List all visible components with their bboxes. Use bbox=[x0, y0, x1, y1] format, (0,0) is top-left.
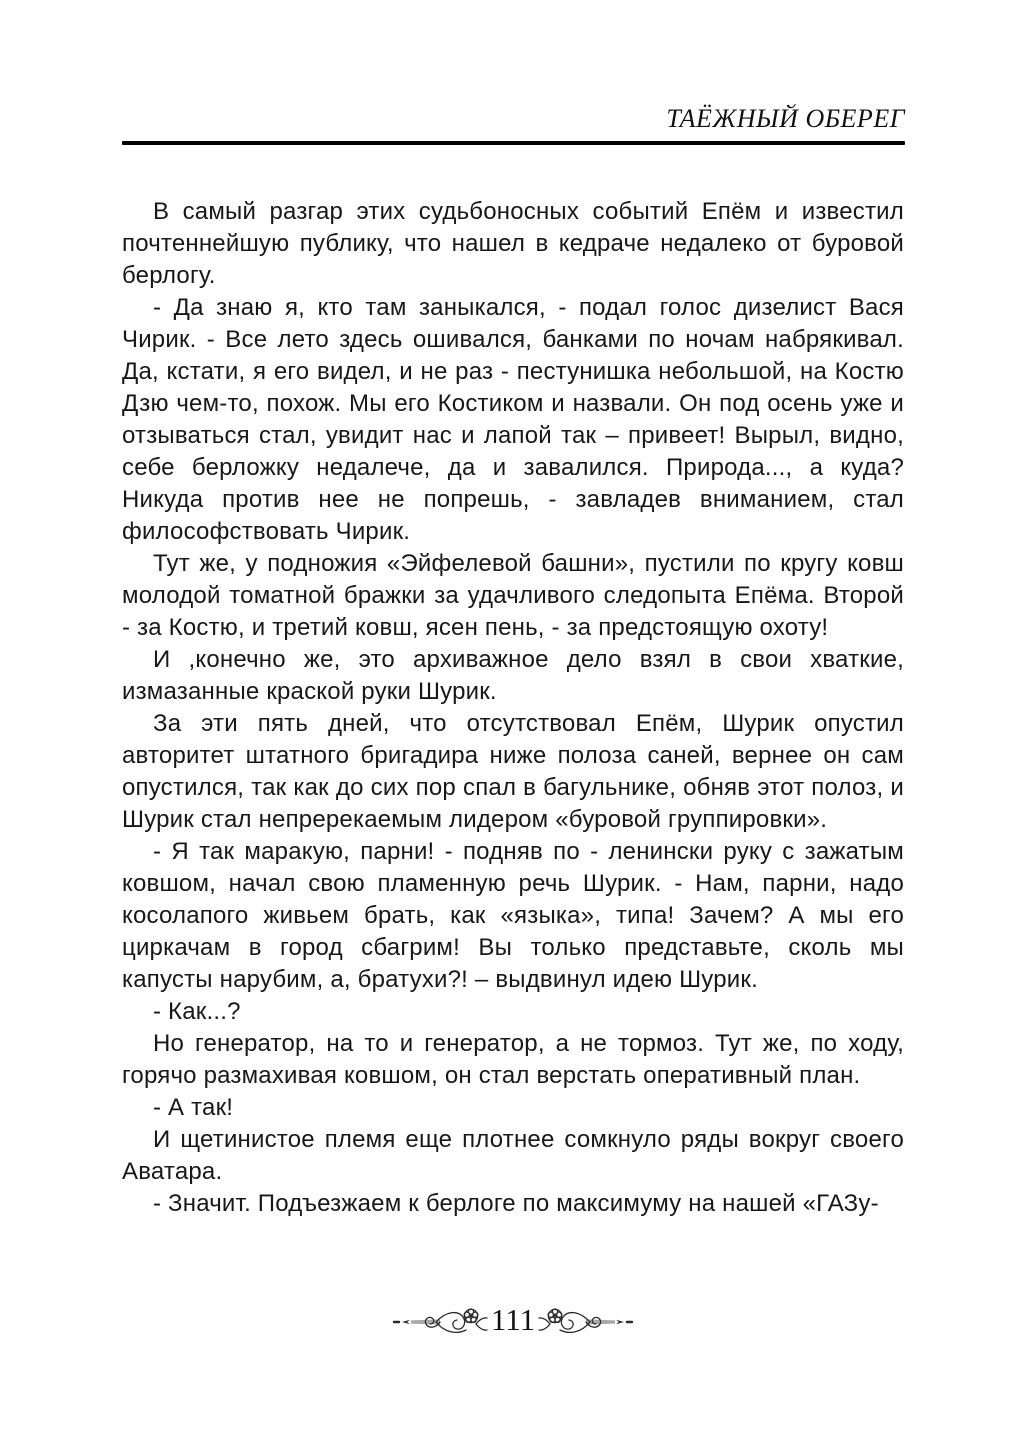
paragraph: За эти пять дней, что отсутствовал Епём, Шурик опустил авторитет штатного бригадира ниже полоза саней, вернее он сам опустился, так как до сих пор спал в багульнике, обняв этот полоз, и Шурик стал непререкаемым лидером «буровой группировки». bbox=[122, 710, 904, 833]
header-rule bbox=[122, 141, 905, 145]
page-number: 111 bbox=[490, 1302, 536, 1337]
paragraph: - А так! bbox=[153, 1094, 234, 1121]
paragraph: И ,конечно же, это архиважное дело взял в свои хваткие, измазанные краской руки Шурик. bbox=[122, 646, 904, 705]
body-text bbox=[122, 196, 904, 1220]
page-footer bbox=[0, 1296, 1026, 1344]
page-header bbox=[122, 104, 905, 145]
paragraph: Но генератор, на то и генератор, а не тормоз. Тут же, по ходу, горячо размахивая ковшом, он стал верстать оперативный план. bbox=[122, 1030, 904, 1089]
paragraph: - Я так маракую, парни! - подняв по - ленински руку с зажатым ковшом, начал свою пламенную речь Шурик. - Нам, парни, надо косолапого живьем брать, как «языка», типа! Зачем? А мы его циркачам в город сбагрим! Вы только представьте, сколь мы капусты нарубим, а, братухи?! – выдвинул идею Шурик. bbox=[122, 838, 904, 993]
floral-flourish-icon bbox=[392, 1302, 488, 1338]
paragraph: И щетинистое племя еще плотнее сомкнуло ряды вокруг своего Аватара. bbox=[122, 1126, 904, 1185]
paragraph: Тут же, у подножия «Эйфелевой башни», пустили по кругу ковш молодой томатной бражки за удачливого следопыта Епёма. Второй - за Костю, и третий ковш, ясен пень, - за предстоящую охоту! bbox=[122, 550, 904, 641]
paragraph: - Как...? bbox=[153, 998, 241, 1025]
paragraph: - Значит. Подъезжаем к берлоге по максимуму на нашей «ГАЗу- bbox=[153, 1190, 879, 1217]
paragraph: - Да знаю я, кто там заныкался, - подал голос дизелист Вася Чирик. - Все лето здесь ошивался, банками по ночам набрякивал. Да, кстати, я его видел, и не раз - пестунишка небольшой, на Костю Дзю чем-то, похож. Мы его Костиком и назвали. Он под осень уже и отзываться стал, увидит нас и лапой так – привеет! Вырыл, видно, себе берложку недалече, да и завалился. Природа..., а куда? Никуда против нее не попрешь, - завладев вниманием, стал философствовать Чирик. bbox=[122, 294, 904, 545]
running-title: ТАЁЖНЫЙ ОБЕРЕГ bbox=[666, 104, 905, 133]
paragraph: В самый разгар этих судьбоносных событий Епём и известил почтеннейшую публику, что нашел в кедраче недалеко от буровой берлогу. bbox=[122, 198, 904, 289]
floral-flourish-icon bbox=[538, 1302, 634, 1338]
